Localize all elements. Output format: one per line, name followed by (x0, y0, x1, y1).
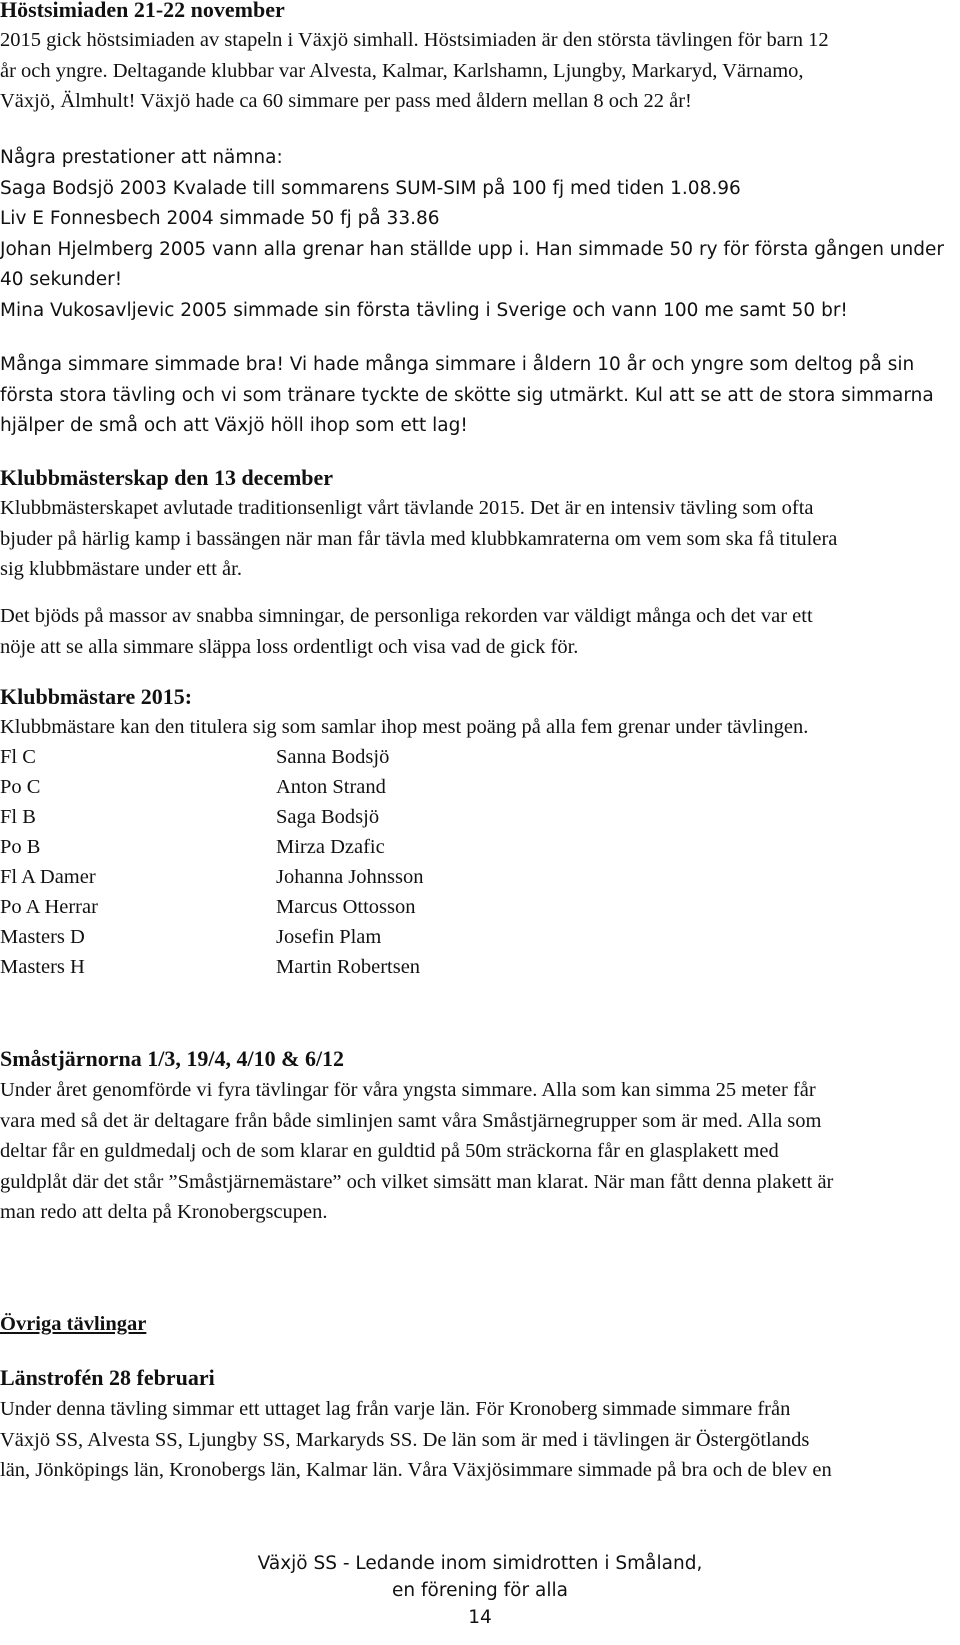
text-line: län, Jönköpings län, Kronobergs län, Kalmar län. Våra Växjösimmare simmade på bra och de blev en (0, 1459, 832, 1481)
champion-row (0, 952, 960, 982)
text-line: Klubbmästare kan den titulera sig som samlar ihop mest poäng på alla fem grenar under tävlingen. (0, 716, 809, 738)
page-footer (0, 1550, 960, 1631)
text-line: 40 sekunder! (0, 269, 123, 290)
text-line: deltar får en guldmedalj och de som klarar en guldtid på 50m sträckorna får en glasplakett med (0, 1140, 779, 1162)
champion-event: Po C (0, 776, 41, 798)
text-line: Liv E Fonnesbech 2004 simmade 50 fj på 33.86 (0, 208, 440, 229)
champion-row (0, 862, 960, 892)
champion-event: Po B (0, 836, 41, 858)
text-line: Saga Bodsjö 2003 Kvalade till sommarens SUM-SIM på 100 fj med tiden 1.08.96 (0, 177, 741, 199)
champion-row (0, 832, 960, 862)
champion-name: Saga Bodsjö (276, 806, 380, 828)
champions-list (0, 742, 960, 982)
text-line: Växjö SS, Alvesta SS, Ljungby SS, Markaryds SS. De län som är med i tävlingen är Östergötlands (0, 1428, 810, 1451)
champion-row (0, 802, 960, 832)
champion-event: Masters H (0, 956, 85, 978)
champion-event: Fl B (0, 806, 36, 828)
champion-row (0, 892, 960, 922)
text-line: Mina Vukosavljevic 2005 simmade sin första tävling i Sverige och vann 100 me samt 50 br! (0, 299, 848, 321)
champion-event: Masters D (0, 926, 85, 948)
footer-slogan-line1: Växjö SS - Ledande inom simidrotten i Småland, (257, 1553, 703, 1574)
text-line: 2015 gick höstsimiaden av stapeln i Växjö simhall. Höstsimiaden är den största tävlingen för barn 12 (0, 29, 829, 51)
text-line: man redo att delta på Kronobergscupen. (0, 1201, 328, 1223)
text-line: Klubbmästerskapet avlutade traditionsenligt vårt tävlande 2015. Det är en intensiv tävling som ofta (0, 497, 814, 519)
paragraph-lanstrofen (0, 1394, 960, 1486)
text-line: vara med så det är deltagare från både simlinjen samt våra Småstjärnegrupper som är med. Alla som (0, 1109, 822, 1132)
paragraph-manga-simmare (0, 350, 960, 442)
champion-name: Martin Robertsen (276, 956, 421, 978)
paragraph-prestationer (0, 143, 960, 326)
heading-hostsimiaden: Höstsimiaden 21-22 november (0, 0, 285, 22)
text-line: guldplåt där det står ”Småstjärnemästare” och vilket simsätt man klarat. När man fått denna plakett är (0, 1170, 834, 1193)
champion-row (0, 742, 960, 772)
footer-slogan-line2: en förening för alla (392, 1580, 568, 1601)
heading-klubbmastare: Klubbmästare 2015: (0, 684, 193, 709)
text-line: första stora tävling och vi som tränare tyckte de skötte sig utmärkt. Kul att se att de stora simmarna (0, 384, 934, 406)
champion-event: Po A Herrar (0, 896, 98, 918)
text-line: Några prestationer att nämna: (0, 147, 283, 168)
paragraph-klubbmasterskap (0, 493, 960, 585)
paragraph-klubbmastare-intro (0, 712, 960, 743)
text-line: nöje att se alla simmare släppa loss ordentligt och visa vad de gick för. (0, 635, 579, 658)
text-line: Johan Hjelmberg 2005 vann alla grenar han ställde upp i. Han simmade 50 ry för första gången under (0, 238, 944, 260)
champion-name: Marcus Ottosson (276, 896, 416, 918)
champion-name: Anton Strand (276, 776, 386, 798)
text-line: år och yngre. Deltagande klubbar var Alvesta, Kalmar, Karlshamn, Ljungby, Markaryd, Värnamo, (0, 59, 804, 82)
champion-event: Fl A Damer (0, 866, 96, 888)
champion-name: Mirza Dzafic (276, 836, 385, 858)
text-line: Under året genomförde vi fyra tävlingar för våra yngsta simmare. Alla som kan simma 25 meter får (0, 1079, 816, 1101)
heading-ovriga-text: Övriga tävlingar (0, 1313, 147, 1335)
text-line: Växjö, Älmhult! Växjö hade ca 60 simmare per pass med åldern mellan 8 och 22 år! (0, 90, 692, 112)
heading-ovriga-tavlingar (0, 1310, 960, 1338)
champion-event: Fl C (0, 746, 36, 768)
text-line: hjälper de små och att Växjö höll ihop som ett lag! (0, 415, 468, 436)
champion-row (0, 922, 960, 952)
text-line: Under denna tävling simmar ett uttaget lag från varje län. För Kronoberg simmade simmare från (0, 1398, 791, 1420)
champion-name: Sanna Bodsjö (276, 746, 390, 768)
paragraph-hostsimiaden (0, 25, 960, 117)
paragraph-smastjarnorna (0, 1075, 960, 1228)
heading-klubbmasterskap: Klubbmästerskap den 13 december (0, 465, 334, 490)
text-line: Det bjöds på massor av snabba simningar, de personliga rekorden var väldigt många och det var ett (0, 605, 813, 627)
champion-row (0, 772, 960, 802)
heading-smastjarnorna: Småstjärnorna 1/3, 19/4, 4/10 & 6/12 (0, 1046, 345, 1071)
text-line: Många simmare simmade bra! Vi hade många simmare i åldern 10 år och yngre som deltog på sin (0, 354, 915, 375)
paragraph-det-bjods (0, 601, 960, 662)
page-number: 14 (468, 1607, 492, 1628)
text-line: bjuder på härlig kamp i bassängen när man får tävla med klubbkamraterna om vem som ska få titulera (0, 527, 838, 550)
champion-name: Josefin Plam (276, 926, 382, 948)
text-line: sig klubbmästare under ett år. (0, 558, 242, 580)
champion-name: Johanna Johnsson (276, 866, 424, 888)
heading-lanstrofen: Länstrofén 28 februari (0, 1365, 215, 1390)
